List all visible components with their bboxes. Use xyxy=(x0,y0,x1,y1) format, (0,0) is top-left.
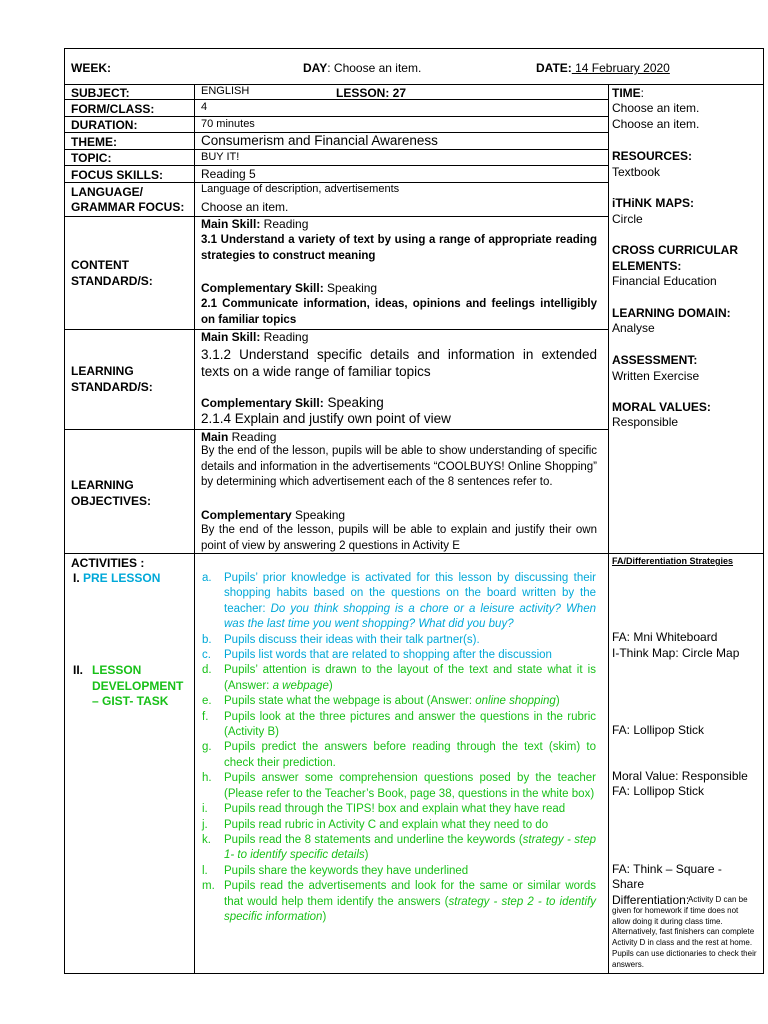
week-label: WEEK: xyxy=(71,61,111,75)
objectives-label-1: LEARNING xyxy=(71,478,134,492)
activity-item xyxy=(200,879,596,925)
fa-lollipop-2: FA: Lollipop Stick xyxy=(612,784,705,798)
resources-label: RESOURCES: xyxy=(612,149,693,163)
focus-skills-label: FOCUS SKILLS: xyxy=(71,168,163,182)
fa-circle-map: I-Think Map: Circle Map xyxy=(612,646,740,660)
objective-comp-value: Speaking xyxy=(291,508,346,522)
learning-domain-value: Analyse xyxy=(612,321,655,335)
time-label: TIME xyxy=(612,86,641,100)
lesson-development-label-3: – GIST- TASK xyxy=(92,694,169,708)
activity-emphasis: a webpage xyxy=(272,679,329,692)
subject-value: ENGLISH xyxy=(201,85,250,97)
pre-lesson-heading xyxy=(73,571,160,585)
learning-main-skill xyxy=(201,330,308,344)
activity-text-end: ) xyxy=(555,695,560,708)
content-comp-skill-value: Speaking xyxy=(323,281,378,295)
lesson-development-number: II. xyxy=(73,663,84,677)
divider xyxy=(64,84,764,85)
activity-marker: f. xyxy=(202,710,209,723)
content-comp-skill xyxy=(201,281,377,295)
activity-list xyxy=(200,571,596,925)
learning-domain-label: LEARNING DOMAIN: xyxy=(612,306,731,320)
date-label: DATE: xyxy=(536,61,572,75)
activity-text-end: ) xyxy=(328,679,333,692)
learning-comp-skill-label: Complementary Skill: xyxy=(201,396,324,410)
activity-item xyxy=(200,633,596,648)
divider xyxy=(64,149,608,150)
learning-standard-label-2: STANDARD/S: xyxy=(71,380,153,394)
subject-label: SUBJECT: xyxy=(71,86,130,100)
fa-mini-whiteboard: FA: Mni Whiteboard xyxy=(612,630,718,644)
activity-item xyxy=(200,663,596,694)
cross-curricular-value: Financial Education xyxy=(612,274,717,288)
lesson-development-label-2: DEVELOPMENT xyxy=(92,679,184,693)
activity-text: Pupils answer some comprehension questions posed by the teacher (Please refer to the Teacher’s Book, page 38, questions in the white box) xyxy=(224,772,596,800)
topic-label: TOPIC: xyxy=(71,151,112,165)
objective-comp-label: Complementary xyxy=(201,508,292,522)
cross-curricular-label-2: ELEMENTS: xyxy=(612,259,682,273)
content-main-skill xyxy=(201,217,308,231)
fa-lollipop-1: FA: Lollipop Stick xyxy=(612,723,705,737)
ithink-value: Circle xyxy=(612,212,643,226)
activity-marker: e. xyxy=(202,695,212,708)
duration-value: 70 minutes xyxy=(201,118,255,130)
divider xyxy=(64,165,608,166)
language-value-1: Language of description, advertisements xyxy=(201,183,400,195)
fa-differentiation-label: Differentiation: xyxy=(612,893,690,907)
activity-item xyxy=(200,864,596,879)
form-label: FORM/CLASS: xyxy=(71,102,155,116)
activity-item xyxy=(200,740,596,771)
assessment-value: Written Exercise xyxy=(612,369,700,383)
activity-emphasis: strategy - step 1- to identify specific details xyxy=(224,833,596,862)
objective-comp-heading xyxy=(201,508,345,522)
divider xyxy=(608,84,609,974)
objective-comp-text: By the end of the lesson, pupils will be able to explain and justify their own point of view by answering 2 questions in Activity E xyxy=(201,524,597,552)
learning-comp-skill-value: Speaking xyxy=(323,395,384,410)
date-field xyxy=(536,61,670,75)
content-standard-label-2: STANDARD/S: xyxy=(71,274,153,288)
activity-item xyxy=(200,833,596,864)
fa-title: FA/Differentiation Strategies xyxy=(612,556,734,566)
activity-marker: j. xyxy=(202,818,208,831)
activity-text: Pupils read the 8 statements and underline the keywords ( xyxy=(224,833,523,846)
moral-values-label: MORAL VALUES: xyxy=(612,400,711,414)
lesson-label: LESSON: 27 xyxy=(336,86,407,100)
activity-text: Pupils predict the answers before reading through the text (skim) to check their prediction. xyxy=(224,741,596,769)
activity-marker: c. xyxy=(202,649,211,662)
theme-value: Consumerism and Financial Awareness xyxy=(201,133,438,148)
ithink-label: iTHiNK MAPS: xyxy=(612,196,694,210)
activities-title: ACTIVITIES : xyxy=(71,556,145,570)
learning-main-skill-label: Main Skill: xyxy=(201,330,261,344)
pre-lesson-number: I. xyxy=(73,571,84,585)
activity-emphasis: strategy - step 2 - to identify specific information xyxy=(224,895,596,923)
learning-comp-skill xyxy=(201,396,384,410)
moral-values-value: Responsible xyxy=(612,415,679,429)
activity-marker: l. xyxy=(202,864,208,877)
focus-skills-value: Reading 5 xyxy=(201,167,256,181)
content-main-skill-value: Reading xyxy=(260,217,309,231)
content-main-standard: 3.1 Understand a variety of text by using a range of appropriate reading strategies to construct meaning xyxy=(201,234,597,262)
activity-text: Pupils’ prior knowledge is activated for this lesson by discussing their shopping habits based on the questions on the board written by the teacher: xyxy=(224,572,596,615)
objective-main-text: By the end of the lesson, pupils will be able to show understanding of specific details and information in the advertisements “COOLBUYS! Online Shopping” by determining which advertisement each of the 8 sentences refer to. xyxy=(201,445,597,489)
date-value: 14 February 2020 xyxy=(571,61,670,75)
activity-item xyxy=(200,710,596,741)
cross-curricular-label-1: CROSS CURRICULAR xyxy=(612,243,738,257)
day-label: DAY xyxy=(303,61,328,75)
activity-marker: k. xyxy=(202,833,211,846)
duration-label: DURATION: xyxy=(71,118,138,132)
activity-text: Pupils share the keywords they have underlined xyxy=(224,864,469,877)
learning-main-skill-value: Reading xyxy=(260,330,309,344)
activity-text: Pupils look at the three pictures and answer the questions in the rubric (Activity B) xyxy=(224,710,596,739)
activity-marker: d. xyxy=(202,664,212,677)
theme-label: THEME: xyxy=(71,135,117,149)
activity-item xyxy=(200,694,596,709)
fa-differentiation-text: Activity D can be given for homework if time does not allow doing it during class time. Alternatively, fast finishers can complete Activity D in class and the rest at home. Pupils can use dictionaries to check their answers. xyxy=(612,895,757,969)
activity-text: Pupils read through the TIPS! box and explain what they have read xyxy=(224,803,566,816)
learning-standard-label-1: LEARNING xyxy=(71,364,134,378)
fa-think-square-1: FA: Think – Square - xyxy=(612,862,722,876)
activity-marker: b. xyxy=(202,633,212,646)
objective-main-label: Main xyxy=(201,430,229,444)
language-label-2: GRAMMAR FOCUS: xyxy=(71,200,185,214)
content-main-skill-label: Main Skill: xyxy=(201,217,261,231)
activity-text: Pupils list words that are related to shopping after the discussion xyxy=(224,649,552,662)
language-value-2[interactable]: Choose an item. xyxy=(201,200,289,214)
divider xyxy=(64,216,608,217)
activity-item xyxy=(200,771,596,802)
activity-text-end: ) xyxy=(364,849,369,862)
activity-item xyxy=(200,571,596,633)
time-value-1[interactable]: Choose an item. xyxy=(612,101,700,115)
activity-text: Pupils’ attention is drawn to the layout of the text and state what it is (Answer: xyxy=(224,664,596,692)
objective-main-heading xyxy=(201,430,276,444)
activity-marker: h. xyxy=(202,772,212,785)
activity-marker: i. xyxy=(202,803,208,816)
content-standard-label-1: CONTENT xyxy=(71,258,129,272)
objectives-label-2: OBJECTIVES: xyxy=(71,494,152,508)
day-field[interactable] xyxy=(303,61,421,75)
time-value-2[interactable]: Choose an item. xyxy=(612,117,700,131)
activity-text-end: ) xyxy=(322,910,327,923)
activity-emphasis: Do you think shopping is a chore or a leisure activity? When was the last time you went shopping? What did you buy? xyxy=(224,602,596,631)
pre-lesson-label: PRE LESSON xyxy=(83,571,161,585)
activity-marker: m. xyxy=(202,880,215,893)
lesson-development-label-1: LESSON xyxy=(92,663,142,677)
learning-comp-standard: 2.1.4 Explain and justify own point of view xyxy=(201,411,451,426)
assessment-label: ASSESSMENT: xyxy=(612,353,698,367)
divider xyxy=(64,116,608,117)
topic-value: BUY IT! xyxy=(201,151,240,163)
activity-text: Pupils read the advertisements and look for the same or similar words that would help them identify the answers ( xyxy=(224,880,596,908)
activity-text: Pupils discuss their ideas with their talk partner(s). xyxy=(224,633,480,646)
activity-marker: g. xyxy=(202,741,212,754)
activity-marker: a. xyxy=(202,572,212,584)
resources-value: Textbook xyxy=(612,165,661,179)
day-value: : Choose an item. xyxy=(327,61,422,75)
divider xyxy=(194,84,195,974)
form-value: 4 xyxy=(201,101,208,113)
activity-text: Pupils read rubric in Activity C and explain what they need to do xyxy=(224,818,549,831)
activity-item xyxy=(200,648,596,663)
fa-think-square-2: Share xyxy=(612,877,645,891)
time-heading xyxy=(612,86,644,100)
divider xyxy=(64,429,608,430)
content-comp-standard: 2.1 Communicate information, ideas, opinions and feelings intelligibly on familiar topics xyxy=(201,298,597,326)
time-colon: : xyxy=(640,86,645,100)
fa-moral-value: Moral Value: Responsible xyxy=(612,769,748,783)
language-label-1: LANGUAGE/ xyxy=(71,185,143,199)
activity-emphasis: online shopping xyxy=(475,695,556,708)
activity-item xyxy=(200,818,596,833)
learning-main-standard: 3.1.2 Understand specific details and information in extended texts on a wide range of familiar topics xyxy=(201,347,597,379)
activity-item xyxy=(200,802,596,817)
content-comp-skill-label: Complementary Skill: xyxy=(201,281,324,295)
activity-text: Pupils state what the webpage is about (Answer: xyxy=(224,695,476,708)
objective-main-value: Reading xyxy=(228,430,277,444)
divider xyxy=(64,329,608,330)
